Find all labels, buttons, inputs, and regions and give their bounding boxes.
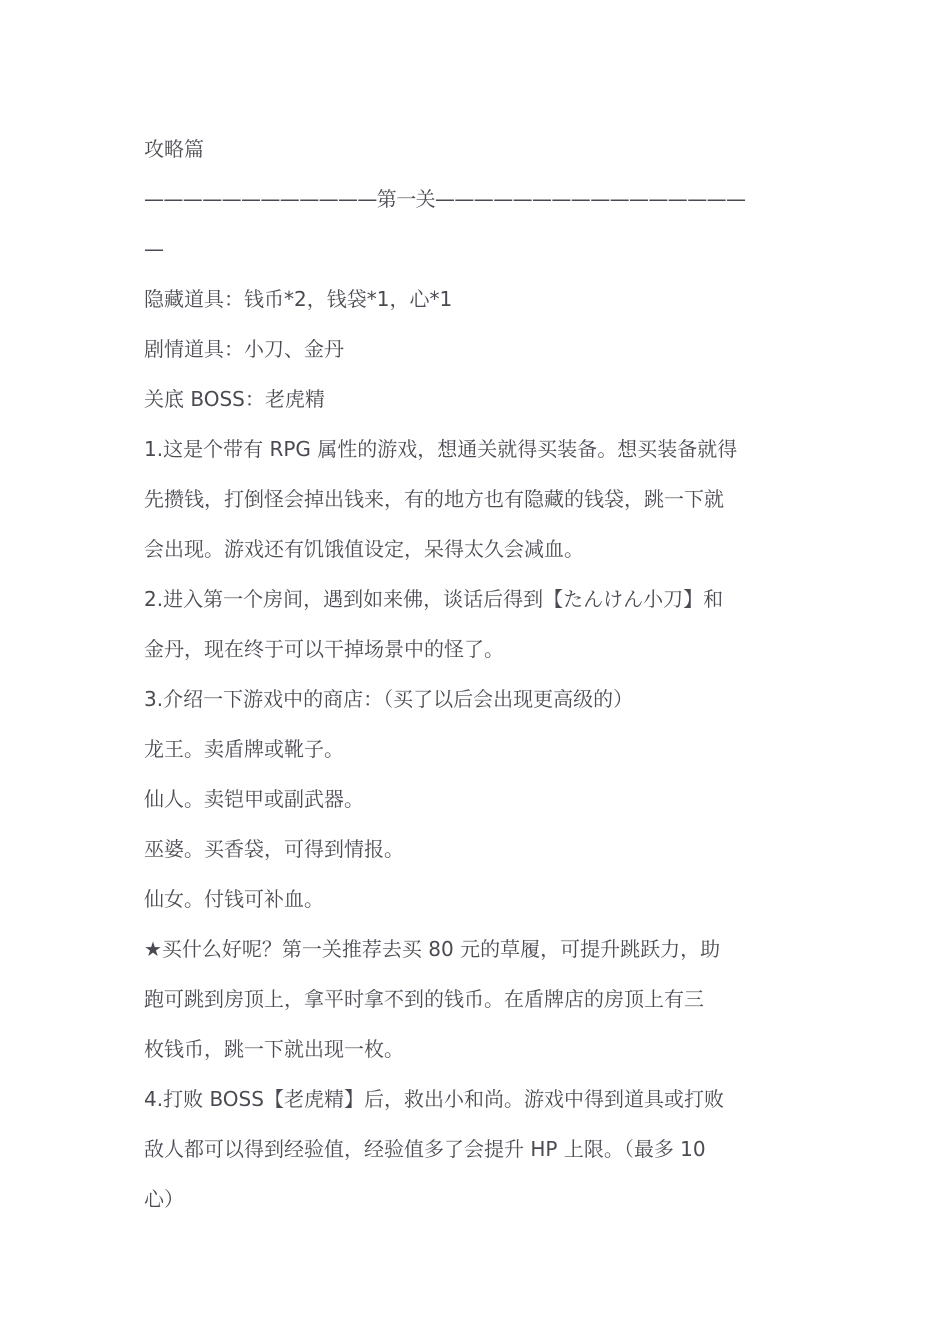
paragraph-2-line-1: 2.进入第一个房间，遇到如来佛，谈话后得到【たんけん小刀】和: [144, 587, 724, 611]
level-heading-rule-wrap: —: [144, 237, 164, 261]
paragraph-4-line-3: 心）: [144, 1187, 184, 1211]
level-heading-rule: ————————————第一关————————————————: [144, 187, 746, 211]
hidden-items-line: 隐藏道具：钱币*2，钱袋*1，心*1: [144, 287, 453, 311]
tip-line-3: 枚钱币，跳一下就出现一枚。: [144, 1037, 404, 1061]
shop-fairy: 仙女。付钱可补血。: [144, 887, 324, 911]
boss-line: 关底 BOSS：老虎精: [144, 387, 325, 411]
tip-line-1: ★买什么好呢？第一关推荐去买 80 元的草履，可提升跳跃力，助: [144, 937, 721, 961]
paragraph-1-line-1: 1.这是个带有 RPG 属性的游戏，想通关就得买装备。想买装备就得: [144, 437, 738, 461]
paragraph-1-line-2: 先攒钱，打倒怪会掉出钱来，有的地方也有隐藏的钱袋，跳一下就: [144, 487, 724, 511]
paragraph-2-line-2: 金丹，现在终于可以干掉场景中的怪了。: [144, 637, 504, 661]
document-body: [144, 124, 808, 1224]
paragraph-1-line-3: 会出现。游戏还有饥饿值设定，呆得太久会减血。: [144, 537, 584, 561]
document-title: 攻略篇: [144, 137, 204, 161]
tip-line-2: 跑可跳到房顶上，拿平时拿不到的钱币。在盾牌店的房顶上有三: [144, 987, 704, 1011]
paragraph-3-line-1: 3.介绍一下游戏中的商店：（买了以后会出现更高级的）: [144, 687, 634, 711]
shop-witch: 巫婆。买香袋，可得到情报。: [144, 837, 404, 861]
paragraph-4-line-1: 4.打败 BOSS【老虎精】后，救出小和尚。游戏中得到道具或打败: [144, 1087, 724, 1111]
shop-dragon-king: 龙王。卖盾牌或靴子。: [144, 737, 344, 761]
story-items-line: 剧情道具：小刀、金丹: [144, 337, 344, 361]
shop-immortal: 仙人。卖铠甲或副武器。: [144, 787, 364, 811]
paragraph-4-line-2: 敌人都可以得到经验值，经验值多了会提升 HP 上限。（最多 10: [144, 1137, 706, 1161]
